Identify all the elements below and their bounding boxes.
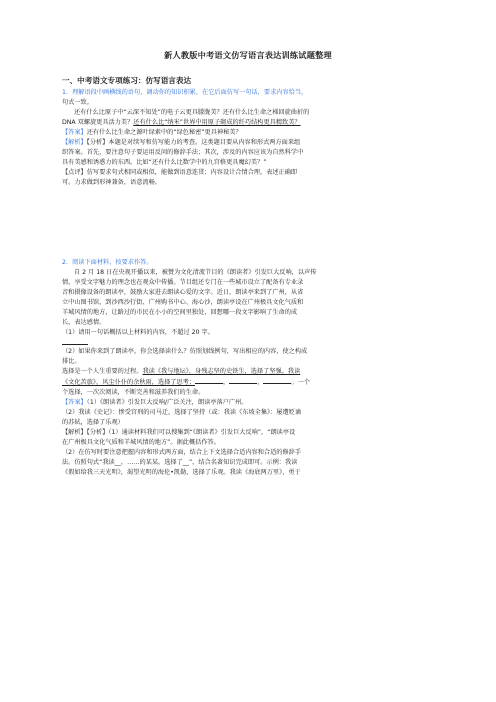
q2-analysis-l2: 在广州极具文化气质和羊城风情的地方”。据此概括作答。 <box>62 439 220 446</box>
example-underlined-1: 我读《我与地坛》，身残志坚的史铁生，选择了坚强。我读 <box>142 368 301 375</box>
q1-stem-line1: 1．理解语段中画横线的语句，调动你的知识积累，在它后面仿写一句话，要求内容恰当， <box>62 89 308 96</box>
document-page <box>62 50 434 478</box>
answer-label-2: 【答案】 <box>62 399 87 406</box>
q1-stem-line2: 句式一致。 <box>62 99 93 106</box>
q2-stem: 2．阅读下面材料，按要求作答。 <box>62 259 153 266</box>
q2-choose-l1 <box>62 367 434 377</box>
q1-passage-plain: DNA 双螺旋更具活力美？ <box>62 119 134 126</box>
choose-after: 。一个 <box>291 379 310 386</box>
q1-answer <box>62 128 434 138</box>
q2-answer-text: （1）《朗读者》引发巨大反响/广泛关注，朗读亭落户广州。 <box>86 399 248 406</box>
comma-sep-2: ， <box>257 379 264 386</box>
fill-blank-1[interactable] <box>195 377 223 384</box>
q2-analysis-l4: 法。仿照句式“我读__，……的某某，选择了__”，结合名著知识完成即可。示例：我读 <box>62 459 298 466</box>
fill-blank-2[interactable] <box>229 377 257 384</box>
q2-material-l2: 情，享受文字魅力的理念也在观众中传播。节目组还专门在一些城市设立了配备有专业录 <box>62 279 304 286</box>
q2-sub2-l2: 排比。 <box>62 358 81 365</box>
answer-label: 【答案】 <box>62 129 87 136</box>
q2-choose-l3: 个选择，一次次阅读，不断完善和滋养我们的生命。 <box>62 389 205 396</box>
q1-analysis-l1: 【分析】本题是对续写和仿写能力的考查。这类题目要从内容和形式两方面来组 <box>86 139 301 146</box>
q2-analysis-l5: 《假如给我三天光明》，渴望光明的海伦•凯勒，选择了乐观。我读《海底两万里》，勇于 <box>62 469 301 476</box>
q2-material-l1: 自 2 月 18 日在央视开播以来，被赞为文化清流节目的《朗读者》引发巨大反响，以声传 <box>74 269 317 276</box>
q1-comment-l2: 可。力求做到形神兼备，语意流畅。 <box>62 179 161 186</box>
fill-blank-3[interactable] <box>263 377 291 384</box>
example-underlined-2: 《文化苦旅》，风尘仆仆的余秋雨，选择了思考； <box>62 379 196 386</box>
spacer <box>62 188 434 258</box>
q2-material-l6: 长，表达感情。 <box>62 319 106 326</box>
q1-passage-line1: 还有什么比原子中“云深不知处”的电子云更具朦胧美？还有什么比生命之梯回旋曲折的 <box>74 109 310 116</box>
section-heading: 一、中考语文专项练习：仿写语言表达 <box>62 76 192 85</box>
q2-answer-l3: 的苏轼，选择了乐观） <box>62 419 124 426</box>
choose-intro: 选择是一个人生重要的过程。 <box>62 368 143 375</box>
q2-material-l4: 立中山图书馆，到沙西沙行街、广州购书中心、海心沙，朗读亭设在广州极具文化气质和 <box>62 299 304 306</box>
q2-material-l5: 羊城风情的地方，让路过的市民在小小的空间里独处，回想哪一段文字影响了生命的成 <box>62 309 298 316</box>
q2-sub1: （1）请用一句话概括以上材料的内容，不超过 20 字。 <box>62 329 214 336</box>
q2-material-l3: 音和摄像设备的朗读亭，鼓励大家进去朗读心爱的文字。近日，朗读亭来到了广州，从省 <box>62 289 304 296</box>
q1-analysis <box>62 138 434 148</box>
q2-answer-l2: （2）我读《史记》：惨受宫刑的司马迁，选择了坚持（或：我读《东坡全集》：屡遭贬谪 <box>62 409 302 416</box>
q1-comment-l1: 【点评】仿写要求句式相同或相似，能做到语意连贯；内容设计合情合理，表述正确即 <box>62 169 298 176</box>
q1-answer-text: 还有什么比生命之源叶绿素中的“绿色秘密”更具神秘美？ <box>86 129 242 136</box>
answer-blank-line[interactable] <box>62 340 88 345</box>
q1-underlined-sentence: 还有什么比“纳米”世界中用原子砌成的纤巧结构更具精致美？ <box>133 119 301 126</box>
q1-passage-line2 <box>62 118 434 128</box>
q1-analysis-l2: 织答案。首先，要注意句子要运用反问的修辞手法；其次，涉及的内容应该为自然科学中 <box>62 149 304 156</box>
q2-sub2-l1: （2）如果你来到了朗读亭，你会选择读什么？仿照划线例句，写出相应的内容，使之构成 <box>62 348 308 355</box>
q1-analysis-l3: 具有美感和诱惑力的东西。比如“还有什么比数学中的九宫格更具魔幻美？” <box>62 159 267 166</box>
q2-answer-l1 <box>62 398 434 408</box>
q2-analysis-l1: 【解析】【分析】（1）通读材料我们可以搜集到“《朗读者》引发巨大反响”，“朗读亭设 <box>62 429 296 436</box>
document-title: 新人教版中考语文仿写语言表达训练试题整理 <box>164 50 332 60</box>
q2-choose-l2 <box>62 377 434 388</box>
analysis-label: 【解析】 <box>62 139 87 146</box>
comma-sep: ， <box>223 379 230 386</box>
q2-analysis-l3: （2）在仿写时要注意把握内容和形式两方面，结合上下文选择合适内容和合适的修辞手 <box>62 449 302 456</box>
